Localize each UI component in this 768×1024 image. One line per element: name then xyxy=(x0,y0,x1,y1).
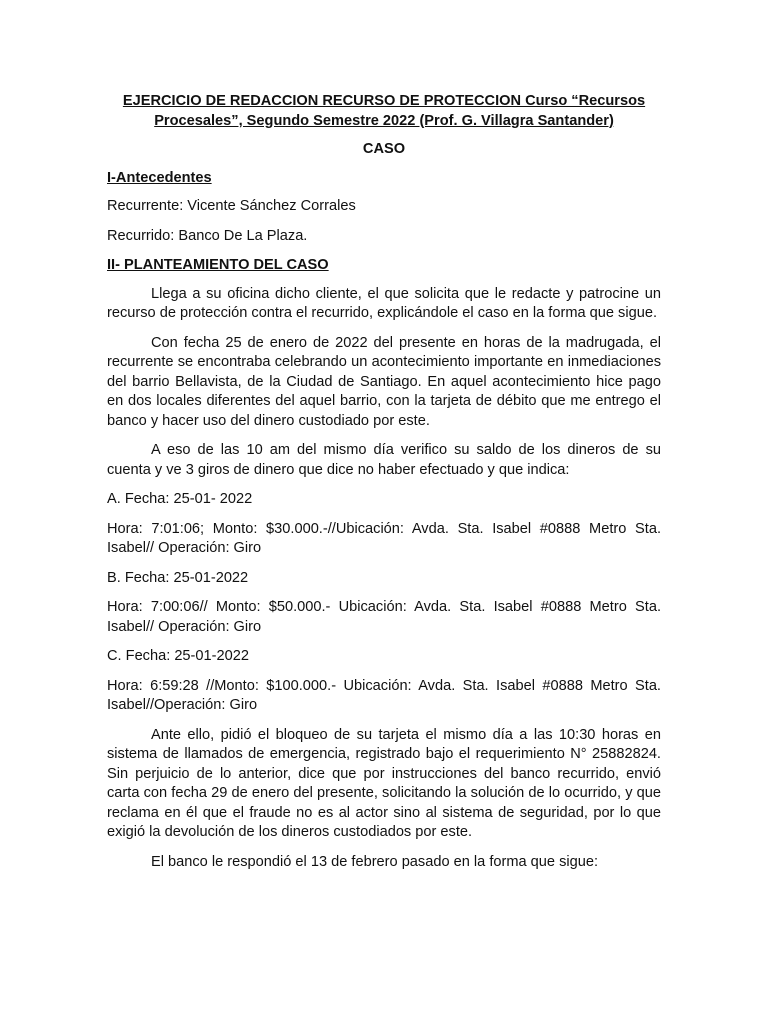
paragraph: A eso de las 10 am del mismo día verifico su saldo de los dineros de su cuenta y ve 3 giros de dinero que dice no haber efectuado y que indica: xyxy=(107,442,661,478)
transaction-c-date: C. Fecha: 25-01-2022 xyxy=(107,648,249,664)
paragraph: El banco le respondió el 13 de febrero pasado en la forma que sigue: xyxy=(151,853,599,870)
caso-heading: CASO xyxy=(362,141,406,157)
transaction-a-detail: Hora: 7:01:06; Monto: $30.000.-//Ubicación: Avda. Sta. Isabel #0888 Metro Sta. Isabel// Operación: Giro xyxy=(107,520,661,556)
transaction-c-detail: Hora: 6:59:28 //Monto: $100.000.- Ubicación: Avda. Sta. Isabel #0888 Metro Sta. Isabel//Operación: Giro xyxy=(107,677,661,713)
paragraph: Llega a su oficina dicho cliente, el que solicita que le redacte y patrocine un recurso de protección contra el recurrido, explicándole el caso en la forma que sigue. xyxy=(107,285,661,321)
section-heading-antecedentes: I-Antecedentes xyxy=(107,169,212,186)
section-heading-planteamiento: II- PLANTEAMIENTO DEL CASO xyxy=(107,257,329,273)
transaction-b-date: B. Fecha: 25-01-2022 xyxy=(107,569,249,586)
transaction-b-detail: Hora: 7:00:06// Monto: $50.000.- Ubicación: Avda. Sta. Isabel #0888 Metro Sta. Isabel// Operación: Giro xyxy=(107,599,661,635)
paragraph: Con fecha 25 de enero de 2022 del presente en horas de la madrugada, el recurrente se encontraba celebrando un acontecimiento importante en inmediaciones del barrio Bellavista, de la Ciudad de Santiago. En aquel acontecimiento hice pago en dos locales diferentes del aquel barrio, con la tarjeta de débito que me entrego el banco y hacer uso del dinero custodiado por este. xyxy=(107,334,661,429)
transaction-a-date: A. Fecha: 25-01- 2022 xyxy=(107,491,253,507)
recurrente-line: Recurrente: Vicente Sánchez Corrales xyxy=(107,198,356,214)
paragraph: Ante ello, pidió el bloqueo de su tarjeta el mismo día a las 10:30 horas en sistema de llamados de emergencia, registrado bajo el requerimiento N° 25882824. Sin perjuicio de lo anterior, dice que por instrucciones del banco recurrido, envió carta con fecha 29 de enero del presente, solicitando la solución de lo ocurrido, y que reclama en él que el fraude no es al actor sino al sistema de seguridad, por lo que exigió la devolución de los dineros custodiados por este. xyxy=(107,726,661,840)
recurrido-line: Recurrido: Banco De La Plaza. xyxy=(107,227,308,244)
document-title: EJERCICIO DE REDACCION RECURSO DE PROTECCION Curso “Recursos Procesales”, Segundo Semestre 2022 (Prof. G. Villagra Santander) xyxy=(122,93,646,129)
